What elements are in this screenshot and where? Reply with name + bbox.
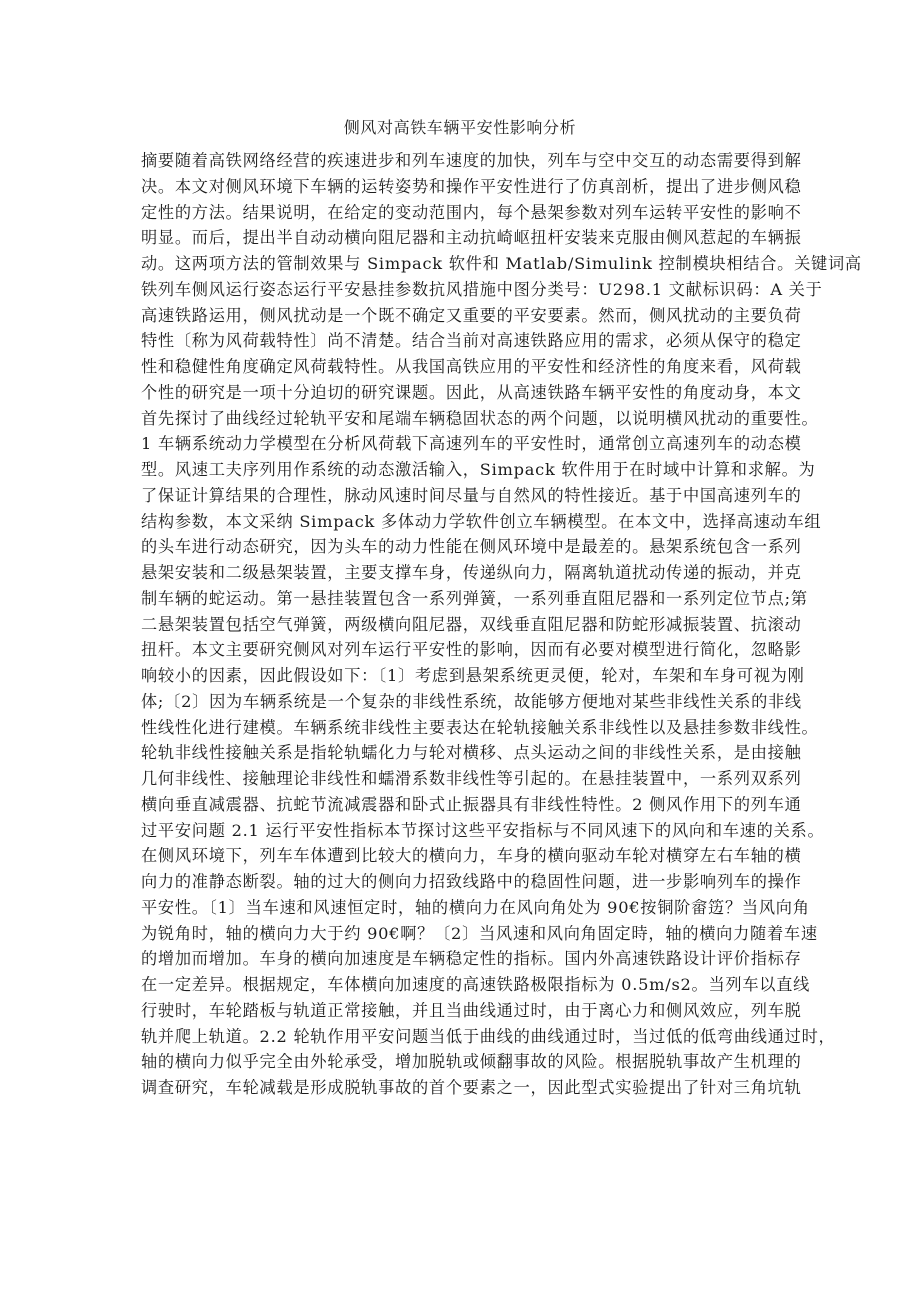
body-line: 在侧风环境下，列车车体遭到比较大的横向力，车身的横向驱动车轮对横穿左右车轴的横	[141, 846, 802, 866]
body-line: 个性的研究是一项十分迫切的研究课题。因此，从高速铁路车辆平安性的角度动身，本文	[141, 382, 802, 402]
body-line: 特性〔称为风荷载特性〕尚不清楚。结合当前对高速铁路应用的需求，必须从保守的稳定	[141, 331, 802, 351]
body-line: 首先探讨了曲线经过轮轨平安和尾端车辆稳固状态的两个问题，以说明横风扰动的重要性。	[141, 408, 819, 428]
body-line: 决。本文对侧风环境下车辆的运转姿势和操作平安性进行了仿真剖析，提出了进步侧风稳	[141, 176, 802, 196]
body-line: 扭杆。本文主要研究侧风对列车运行平安性的影响，因而有必要对模型进行简化，忽略影	[141, 640, 802, 660]
body-line: 几何非线性、接触理论非线性和蠕滑系数非线性等引起的。在悬挂装置中，一系列双系列	[141, 769, 802, 788]
body-line	[141, 1101, 781, 1127]
body-line: 动。这两项方法的管制效果与 Simpack 软件和 Matlab/Simulink 控制模块相结合。关键词高	[141, 254, 862, 273]
body-line: 在一定差异。根据规定，车体横向加速度的高速铁路极限指标为 0.5m/s2。当列车以直线	[141, 975, 811, 994]
document-body	[141, 148, 862, 1178]
body-line: 二悬架装置包括空气弹簧，两级横向阻尼器，双线垂直阻尼器和防蛇形减振装置、抗滚动	[141, 614, 802, 634]
body-line: 悬架安装和二级悬架装置，主要支撑车身，传递纵向力，隔离轨道扰动传递的振动，并克	[141, 563, 802, 582]
body-line: 过平安问题 2.1 运行平安性指标本节探讨这些平安指标与不同风速下的风向和车速的关系。	[141, 820, 825, 840]
body-line: 定性的方法。结果说明，在给定的变动范围内，每个悬架参数对列车运转平安性的影响不	[141, 202, 802, 222]
body-line: 摘要随着高铁网络经营的疾速进步和列车速度的加快，列车与空中交互的动态需要得到解	[141, 151, 802, 170]
body-line: 为锐角时，轴的横向力大于约 90€啊？〔2〕当风速和风向角固定時，轴的横向力随着车速	[141, 923, 818, 943]
document-title: 侧风对高铁车辆平安性影响分析	[343, 118, 577, 137]
body-line: 调查研究，车轮减载是形成脱轨事故的首个要素之一，因此型式实验提出了针对三角坑轨	[141, 1078, 802, 1097]
body-line: 横向垂直减震器、抗蛇节流减震器和卧式止振器具有非线性特性。2 侧风作用下的列车通	[141, 794, 802, 814]
body-line: 铁列车侧风运行姿态运行平安悬挂参数抗风措施中图分类号：U298.1 文献标识码：A 关于	[141, 279, 823, 299]
body-line: 结构参数，本文采纳 Simpack 多体动力学软件创立车辆模型。在本文中，选择高速动车组	[141, 511, 822, 531]
body-line: 轨并爬上轨道。2.2 轮轨作用平安问题当低于曲线的曲线通过时，当过低的低弯曲线通过时，	[141, 1026, 836, 1046]
body-line: 向力的准静态断裂。轴的过大的侧向力招致线路中的稳固性问题，进一步影响列车的操作	[141, 872, 802, 891]
body-line: 高速铁路运用，侧风扰动是一个既不确定又重要的平安要素。然而，侧风扰动的主要负荷	[141, 305, 802, 325]
body-line: 性线性化进行建模。车辆系统非线性主要表达在轮轨接触关系非线性以及悬挂参数非线性。	[141, 717, 819, 737]
body-line: 的头车进行动态研究，因为头车的动力性能在侧风环境中是最差的。悬架系统包含一系列	[141, 537, 802, 557]
body-line: 平安性。〔1〕当车速和风速恒定时，轴的横向力在风向角处为 90€按铜阶畲笾？当风向角	[141, 897, 810, 917]
body-line: 性和稳健性角度确定风荷载特性。从我国高铁应用的平安性和经济性的角度来看，风荷载	[141, 357, 802, 376]
body-line: 1 车辆系统动力学模型在分析风荷载下高速列车的平安性时，通常创立高速列车的动态模	[141, 434, 802, 454]
body-line	[141, 1152, 781, 1178]
body-line: 响较小的因素，因此假设如下：〔1〕考虑到悬架系统更灵便，轮对，车架和车身可视为刚	[141, 666, 805, 685]
body-line	[141, 1127, 781, 1153]
body-line: 制车辆的蛇运动。第一悬挂装置包含一系列弹簧，一系列垂直阻尼器和一系列定位节点;第	[141, 588, 808, 608]
body-line: 型。风速工夫序列用作系统的动态激活输入，Simpack 软件用于在时域中计算和求解。为	[141, 460, 816, 479]
body-line: 轮轨非线性接触关系是指轮轨蠕化力与轮对横移、点头运动之间的非线性关系，是由接触	[141, 743, 802, 763]
body-line: 行驶时，车轮踏板与轨道正常接触，并且当曲线通过时，由于离心力和侧风效应，列车脱	[141, 1000, 802, 1020]
body-line: 体;〔2〕因为车辆系统是一个复杂的非线性系统，故能够方便地对某些非线性关系的非线	[141, 691, 802, 711]
body-line: 明显。而后，提出半自动动横向阻尼器和主动抗崎岖扭杆安装来克服由侧风惹起的车辆振	[141, 228, 802, 248]
body-line: 的增加而增加。车身的横向加速度是车辆稳定性的指标。国内外高速铁路设计评价指标存	[141, 949, 802, 969]
body-line: 了保证计算结果的合理性，脉动风速时间尽量与自然风的特性接近。基于中国高速列车的	[141, 485, 802, 505]
body-line: 轴的横向力似乎完全由外轮承受，增加脱轨或倾翻事故的风险。根据脱轨事故产生机理的	[141, 1052, 802, 1072]
